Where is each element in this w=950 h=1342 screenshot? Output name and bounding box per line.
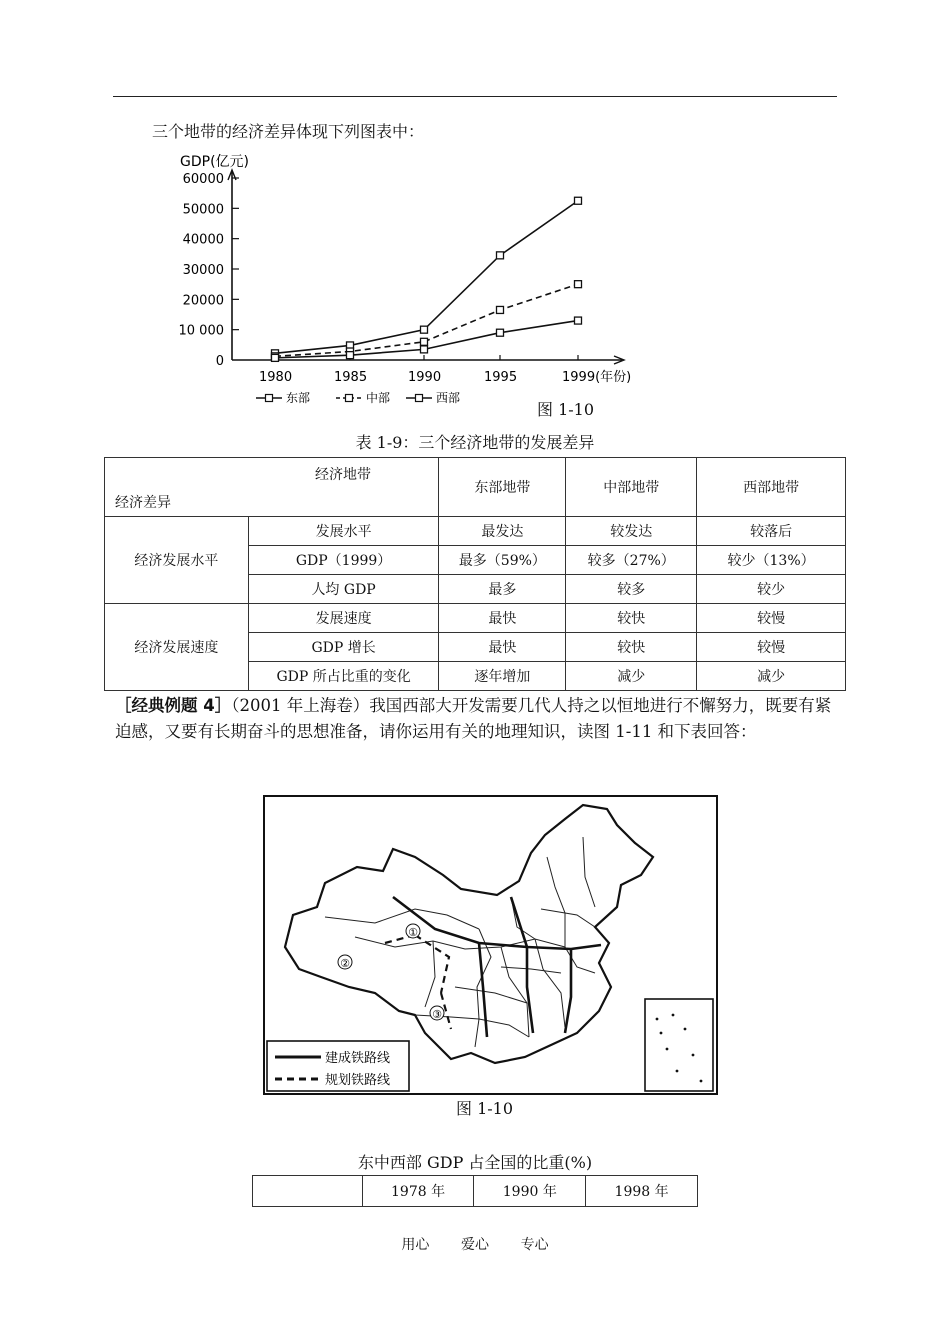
footer-word: 爱心	[461, 1237, 489, 1253]
example-text: （2001 年上海卷）我国西部大开发需要几代人持之以恒地进行不懈努力，既要有紧迫感，又要有长期奋斗的思想准备，请你运用有关的地理知识，读图 1-11 和下表回答：	[115, 696, 832, 741]
diagonal-header-cell	[105, 458, 439, 517]
x-tick-label: 1980	[259, 370, 293, 385]
development-difference-table	[104, 457, 846, 691]
legend-built-label: 建成铁路线	[325, 1051, 391, 1066]
map-caption: 图 1-10	[456, 1099, 514, 1118]
col-header-central: 中部地带	[566, 458, 697, 517]
intro-text: 三个地带的经济差异体现下列图表中：	[152, 122, 425, 141]
island-dots	[656, 1014, 703, 1083]
south-sea-inset	[645, 999, 713, 1091]
y-tick-label: 50000	[182, 202, 224, 218]
table-cell: 较少（13%）	[697, 546, 846, 575]
y-tick-label: 40000	[182, 232, 224, 248]
table-cell: 较少	[697, 575, 846, 604]
table-cell: 较快	[566, 604, 697, 633]
marker-3: ③	[432, 1008, 442, 1021]
data-point	[575, 317, 582, 324]
group-label: 经济发展水平	[105, 517, 249, 604]
y-tick-label: 30000	[182, 263, 224, 278]
footer-word: 专心	[520, 1237, 549, 1253]
china-railway-map	[263, 795, 718, 1095]
table-cell: 较落后	[697, 517, 846, 546]
table-cell: 逐年增加	[439, 662, 566, 691]
data-point	[575, 197, 582, 204]
table-row	[105, 604, 846, 633]
data-point	[347, 352, 354, 359]
page-footer	[0, 1234, 950, 1254]
country-outline	[285, 805, 653, 1063]
table-cell: 较快	[566, 633, 697, 662]
y-tick-label: 60000	[182, 172, 224, 187]
table-row	[105, 517, 846, 546]
table-cell: 最多（59%）	[439, 546, 566, 575]
legend-marker	[346, 395, 353, 402]
map-markers	[338, 924, 444, 1021]
table-cell: 较慢	[697, 633, 846, 662]
chart-caption: 图 1-10	[537, 400, 595, 419]
table-cell: 较多（27%）	[566, 546, 697, 575]
data-point	[575, 281, 582, 288]
table-cell: 减少	[697, 662, 846, 691]
table-cell: 最多	[439, 575, 566, 604]
data-point	[421, 346, 428, 353]
legend-marker	[266, 395, 273, 402]
data-point	[497, 252, 504, 259]
legend-label: 东部	[286, 391, 311, 405]
header-rule	[113, 96, 837, 97]
y-tick-label: 0	[215, 354, 224, 369]
marker-1: ①	[408, 926, 418, 939]
table2-col-1990: 1990 年	[474, 1176, 586, 1207]
row-label: 发展水平	[248, 517, 439, 546]
row-label: GDP 所占比重的变化	[248, 662, 439, 691]
row-label: 人均 GDP	[248, 575, 439, 604]
table2-col-1998: 1998 年	[586, 1176, 698, 1207]
col-header-east: 东部地带	[439, 458, 566, 517]
legend-label: 西部	[436, 391, 461, 405]
y-tick-label: 10 000	[178, 323, 224, 339]
table1-header-row	[105, 458, 846, 517]
legend-marker	[416, 395, 423, 402]
map-drawing	[265, 797, 716, 1093]
marker-2: ②	[340, 957, 350, 970]
example-paragraph	[115, 693, 840, 745]
header-left-label: 经济差异	[115, 495, 171, 511]
gdp-line-chart	[160, 148, 660, 418]
table1-title: 表 1-9：三个经济地带的发展差异	[355, 433, 595, 452]
data-point	[497, 306, 504, 313]
x-tick-label: 1985	[334, 370, 368, 385]
data-point	[421, 338, 428, 345]
footer-word: 用心	[401, 1237, 430, 1253]
row-label: GDP 增长	[248, 633, 439, 662]
y-tick-label: 20000	[182, 293, 224, 309]
row-label: 发展速度	[248, 604, 439, 633]
group-label: 经济发展速度	[105, 604, 249, 691]
table-cell: 减少	[566, 662, 697, 691]
x-tick-label: 1990	[408, 370, 442, 385]
table-cell: 较发达	[566, 517, 697, 546]
legend-label: 中部	[366, 391, 391, 405]
table-cell: 最快	[439, 604, 566, 633]
data-point	[497, 329, 504, 336]
y-axis-label: GDP(亿元)	[180, 154, 249, 170]
table-cell: 最发达	[439, 517, 566, 546]
table2-corner-cell	[253, 1176, 363, 1207]
gdp-chart-svg	[160, 148, 660, 418]
table2-col-1978: 1978 年	[362, 1176, 474, 1207]
table-cell: 最快	[439, 633, 566, 662]
row-label: GDP（1999）	[248, 546, 439, 575]
x-tick-label: 1995	[484, 370, 518, 385]
data-point	[421, 326, 428, 333]
table2-title: 东中西部 GDP 占全国的比重(%)	[357, 1153, 593, 1172]
gdp-share-table	[252, 1175, 698, 1207]
table-cell: 较多	[566, 575, 697, 604]
legend-planned-label: 规划铁路线	[325, 1073, 391, 1088]
data-point	[272, 354, 279, 361]
col-header-west: 西部地带	[697, 458, 846, 517]
table2-header-row	[253, 1176, 698, 1207]
x-tick-label: 1999(年份)	[562, 370, 632, 385]
table-cell: 较慢	[697, 604, 846, 633]
example-tag: ［经典例题 4］	[115, 696, 232, 715]
header-top-label: 经济地带	[315, 467, 371, 483]
